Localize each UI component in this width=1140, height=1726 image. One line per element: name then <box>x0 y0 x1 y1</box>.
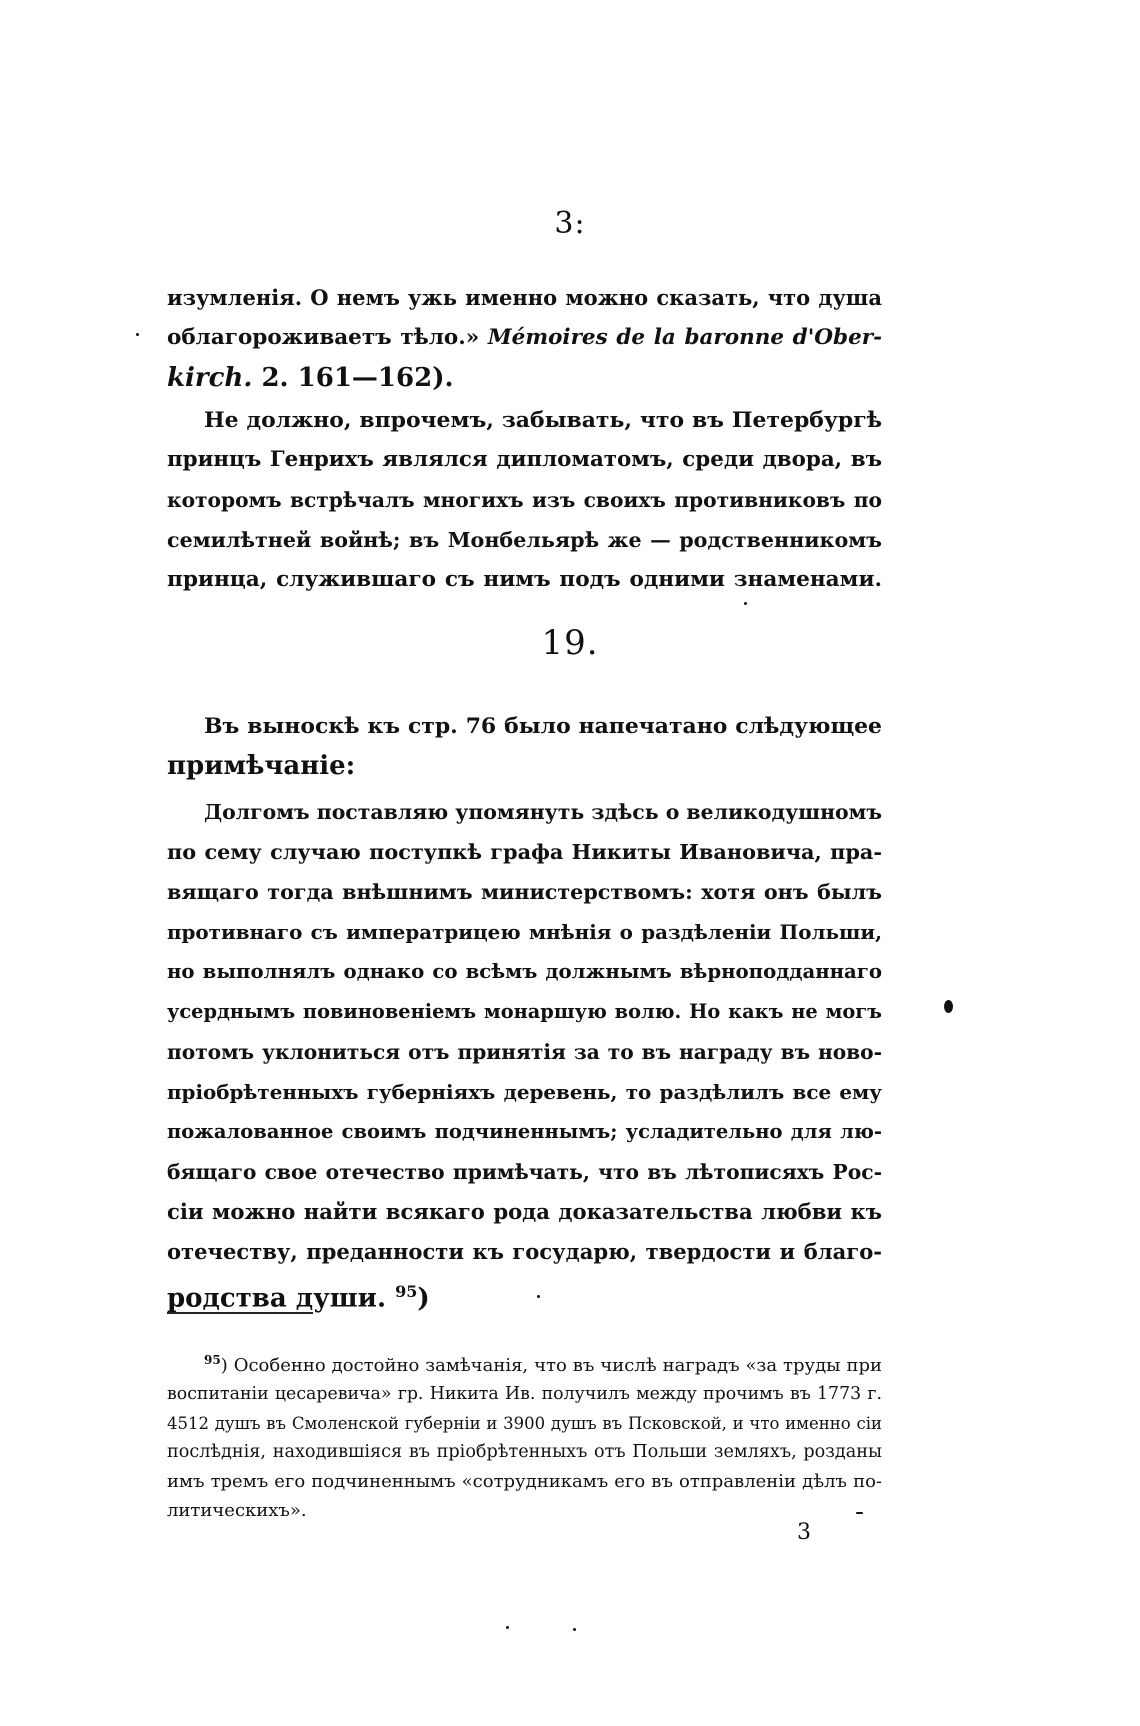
italic-citation: Mémoires de la baronne d'Ober- <box>487 325 882 350</box>
ink-speck <box>744 602 747 605</box>
page-number: 3: <box>554 206 586 241</box>
text-line: потомъ уклониться отъ принятія за то въ награду въ ново- <box>167 1040 882 1064</box>
text-line: примѣчаніе: <box>167 751 356 781</box>
text-line: принцъ Генрихъ являлся дипломатомъ, среди двора, въ <box>167 447 882 472</box>
ink-speck <box>537 1295 540 1298</box>
footnote-reference-close: ) <box>417 1283 430 1314</box>
text-line: принца, служившаго съ нимъ подъ одними знаменами. <box>167 567 882 592</box>
text-line <box>167 358 882 398</box>
footnote-line <box>167 1346 882 1380</box>
text-line: вящаго тогда внѣшнимъ министерствомъ: хотя онъ былъ <box>167 880 882 904</box>
footnote-mark: 95 <box>204 1353 221 1367</box>
footnote-line: 4512 душъ въ Смоленской губерніи и 3900 душъ въ Псковской, и что именно сіи <box>167 1414 882 1433</box>
text-line: изумленія. О немъ ужь именно можно сказать, что душа <box>167 285 882 310</box>
paragraph <box>167 706 882 786</box>
text-line: пріобрѣтенныхъ губерніяхъ деревень, то раздѣлилъ все ему <box>167 1080 882 1104</box>
text-run: 2. 161—162). <box>261 363 454 393</box>
text-line: Долгомъ поставляю упомянуть здѣсь о великодушномъ <box>204 800 882 824</box>
ink-speck <box>506 1626 509 1629</box>
quoted-note <box>167 792 882 1319</box>
signature-mark: 3 <box>797 1520 811 1545</box>
footnote-reference[interactable]: 95 <box>395 1282 418 1301</box>
italic-citation: kirch. <box>167 363 253 393</box>
text-line: пожалованное своимъ подчиненнымъ; усладительно для лю- <box>167 1120 882 1143</box>
text-line <box>167 318 882 358</box>
text-line: отечеству, преданности къ государю, твердости и благо- <box>167 1239 882 1264</box>
section-number: 19. <box>541 623 599 663</box>
footnote-line: воспитаніи цесаревича» гр. Никита Ив. получилъ между прочимъ въ 1773 г. <box>167 1384 882 1404</box>
text-line: семилѣтней войнѣ; въ Монбельярѣ же — родственникомъ <box>167 528 882 552</box>
ink-speck <box>944 1000 953 1013</box>
text-line: Въ выноскѣ къ стр. 76 было напечатано слѣдующее <box>204 713 882 739</box>
text-run: родства души. <box>167 1283 387 1314</box>
text-line: которомъ встрѣчалъ многихъ изъ своихъ противниковъ по <box>167 488 882 512</box>
text-line: усерднымъ повиновеніемъ монаршую волю. Но какъ не могъ <box>167 1000 882 1023</box>
text-line: Не должно, впрочемъ, забывать, что въ Петербургѣ <box>204 407 882 433</box>
continuation-paragraph <box>167 278 882 398</box>
text-line: но выполнялъ однако со всѣмъ должнымъ вѣрноподданнаго <box>167 960 882 983</box>
footnote-line: литическихъ». <box>167 1500 307 1521</box>
text-run: Особенно достойно замѣчанія, что въ числѣ наградъ «за труды при <box>233 1355 882 1376</box>
footnote-mark-close: ) <box>220 1355 228 1376</box>
ink-speck <box>573 1628 576 1631</box>
paragraph <box>167 400 882 600</box>
text-line: сіи можно найти всякаго рода доказательства любви къ <box>167 1199 882 1224</box>
footnote-line: послѣднія, находившіяся въ пріобрѣтенныхъ отъ Польши земляхъ, розданы <box>167 1442 882 1462</box>
text-run: облагороживаетъ тѣло.» <box>167 325 480 350</box>
ink-speck <box>136 333 139 336</box>
text-line: противнаго съ императрицею мнѣнія о раздѣленіи Польши, <box>167 920 882 944</box>
footnote <box>167 1346 882 1525</box>
footnote-rule <box>167 1312 313 1314</box>
footnote-line: имъ тремъ его подчиненнымъ «сотрудникамъ его въ отправленіи дѣлъ по- <box>167 1471 882 1492</box>
ink-speck <box>856 1512 863 1514</box>
text-line: бящаго свое отечество примѣчать, что въ лѣтописяхъ Рос- <box>167 1160 882 1184</box>
text-line: по сему случаю поступкѣ графа Никиты Ивановича, пра- <box>167 839 882 864</box>
